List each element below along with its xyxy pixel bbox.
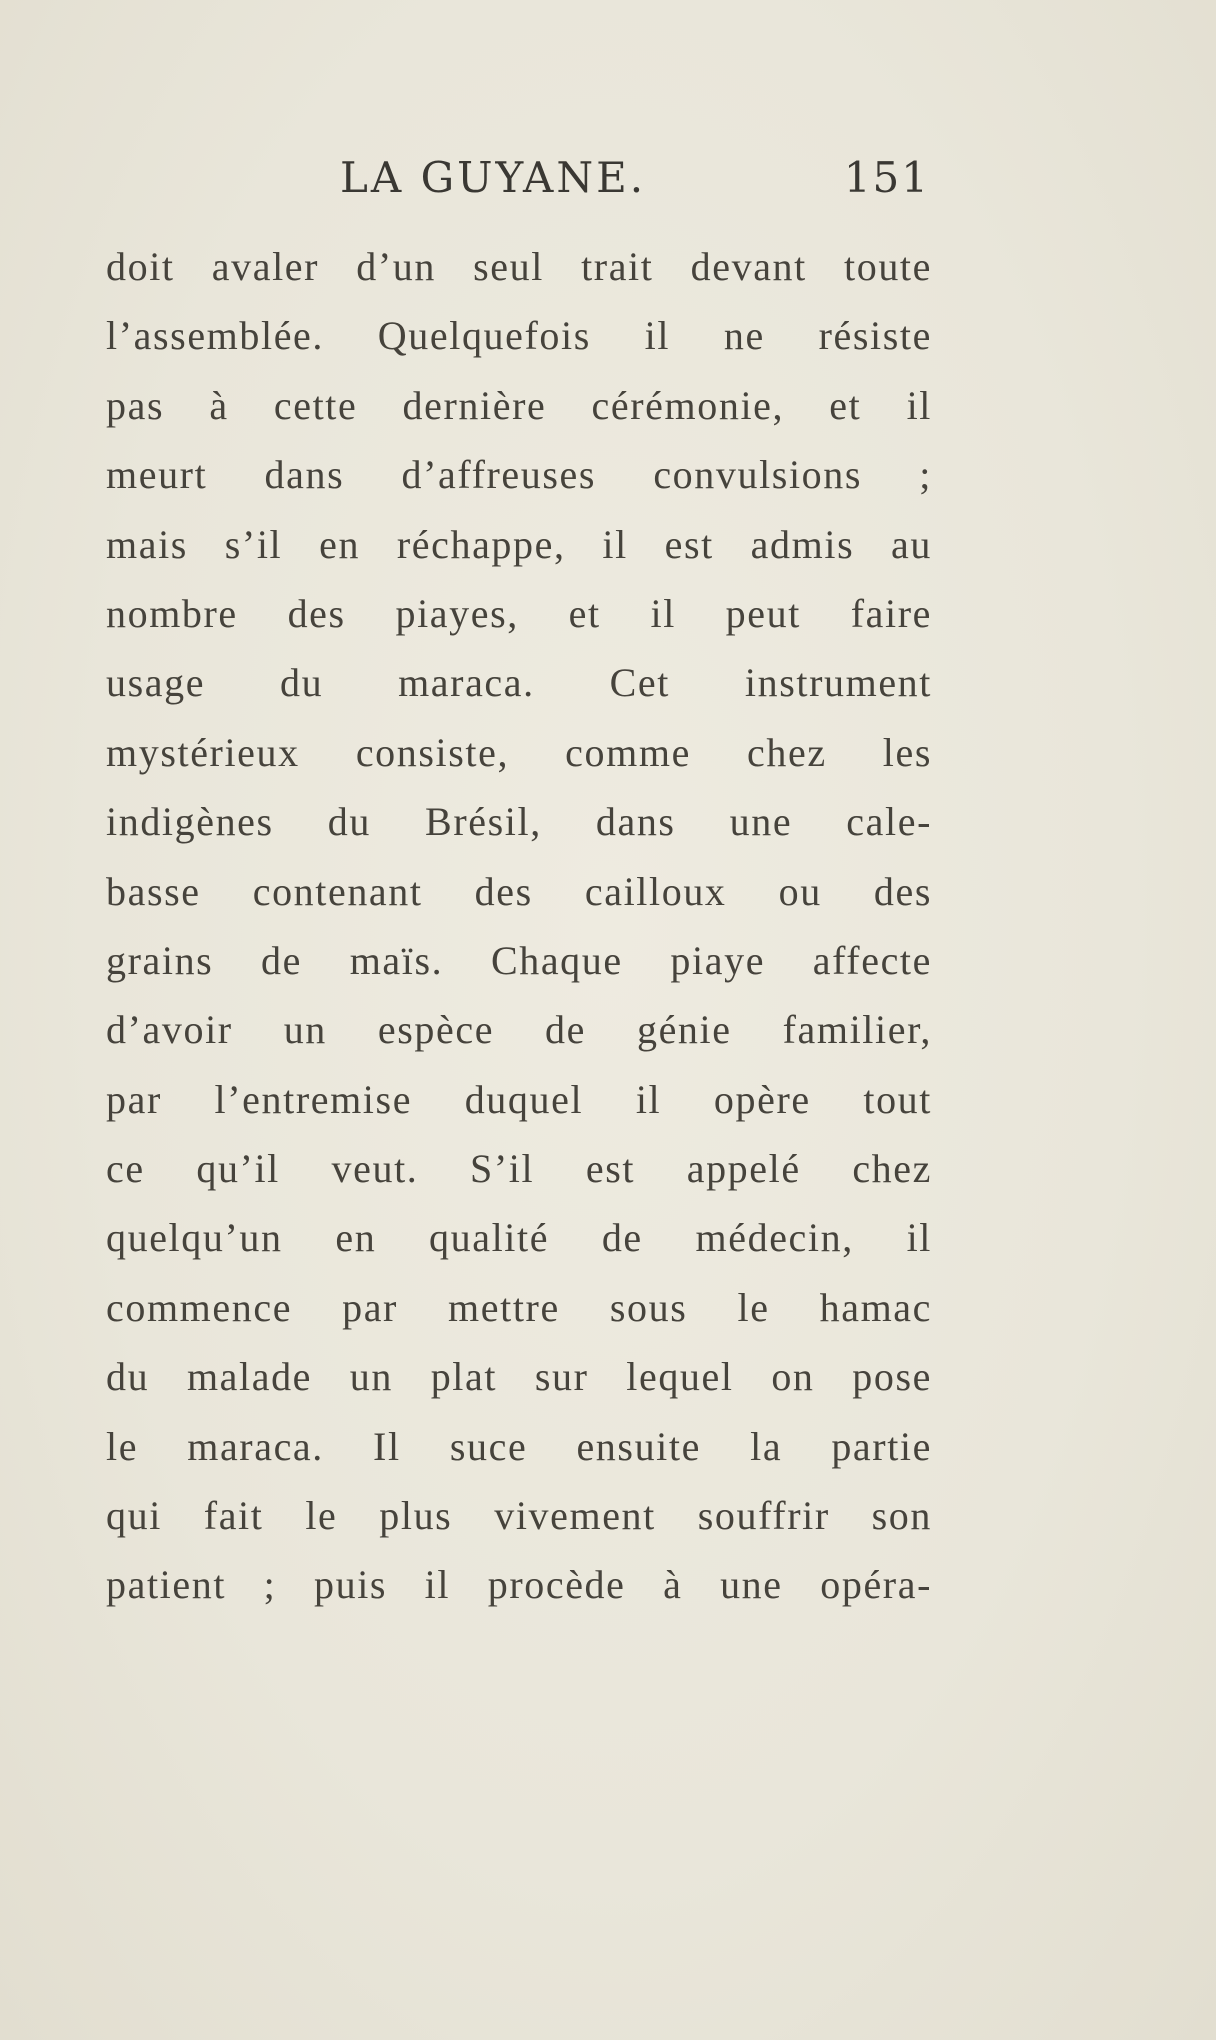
text-line: qui fait le plus vivement souffrir son	[106, 1493, 932, 1539]
running-title: LA GUYANE.	[340, 153, 647, 202]
text-line: quelqu’un en qualité de médecin, il	[106, 1215, 932, 1261]
text-line: par l’entremise duquel il opère tout	[106, 1076, 932, 1122]
body-text	[106, 232, 932, 1620]
text-line: pas à cette dernière cérémonie, et il	[106, 382, 932, 428]
text-line: d’avoir un espèce de génie familier,	[106, 1007, 932, 1053]
running-head	[340, 148, 930, 208]
text-line: patient ; puis il procède à une opéra-	[106, 1562, 932, 1608]
text-line: indigènes du Brésil, dans une cale-	[106, 799, 932, 845]
text-line: mais s’il en réchappe, il est admis au	[106, 521, 932, 567]
page-number: 151	[843, 153, 930, 202]
text-line: le maraca. Il suce ensuite la partie	[106, 1423, 932, 1469]
text-line: ce qu’il veut. S’il est appelé chez	[106, 1146, 932, 1192]
text-line: doit avaler d’un seul trait devant toute	[106, 244, 932, 289]
text-line: usage du maraca. Cet instrument	[106, 660, 932, 706]
text-line: du malade un plat sur lequel on pose	[106, 1354, 932, 1400]
text-line: meurt dans d’affreuses convulsions ;	[106, 452, 932, 498]
text-line: basse contenant des cailloux ou des	[106, 868, 932, 914]
text-line: l’assemblée. Quelquefois il ne résiste	[106, 313, 932, 359]
text-line: mystérieux consiste, comme chez les	[106, 729, 932, 775]
text-line: nombre des piayes, et il peut faire	[106, 590, 932, 636]
text-line: commence par mettre sous le hamac	[106, 1284, 932, 1330]
text-line: grains de maïs. Chaque piaye affecte	[106, 937, 932, 983]
